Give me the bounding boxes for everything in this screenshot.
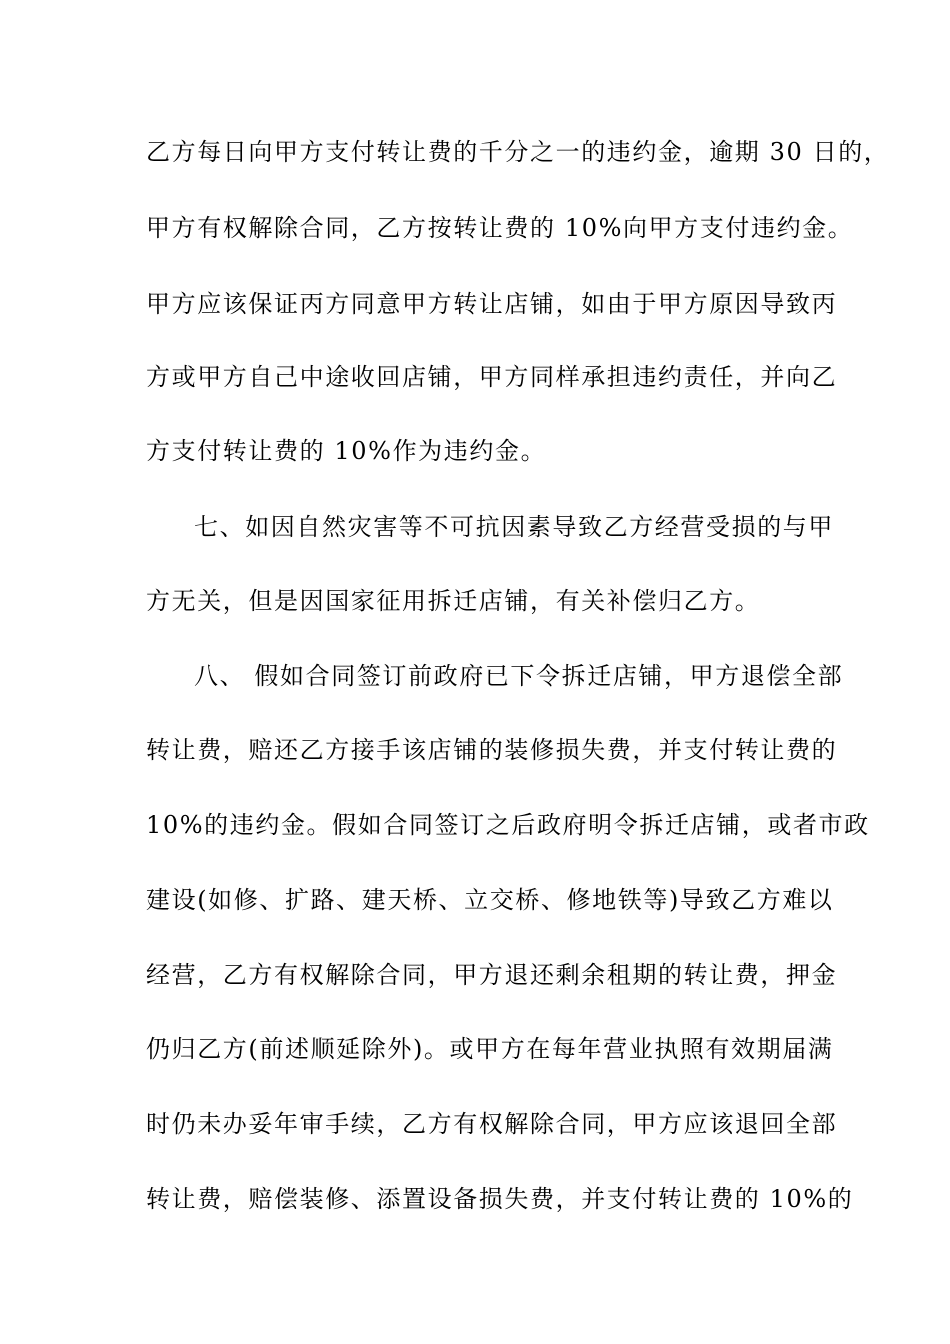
text-line-3: 甲方应该保证丙方同意甲方转让店铺，如由于甲方原因导致丙 — [146, 290, 838, 318]
text-line-12: 经营，乙方有权解除合同，甲方退还剩余租期的转让费，押金 — [146, 961, 838, 989]
text-line-14: 时仍未办妥年审手续，乙方有权解除合同，甲方应该退回全部 — [146, 1110, 838, 1138]
text-line-6: 七、如因自然灾害等不可抗因素导致乙方经营受损的与甲 — [194, 513, 834, 541]
text-line-8: 八、 假如合同签订前政府已下令拆迁店铺，甲方退偿全部 — [194, 662, 844, 690]
text-line-9: 转让费，赔还乙方接手该店铺的装修损失费，并支付转让费的 — [146, 736, 838, 764]
text-line-4: 方或甲方自己中途收回店铺，甲方同样承担违约责任，并向乙 — [146, 363, 838, 391]
text-line-10: 10%的违约金。假如合同签订之后政府明令拆迁店铺，或者市政 — [146, 811, 870, 839]
text-line-7: 方无关，但是因国家征用拆迁店铺，有关补偿归乙方。 — [146, 587, 761, 615]
text-line-5: 方支付转让费的 10%作为违约金。 — [146, 437, 547, 465]
text-line-13: 仍归乙方(前述顺延除外)。或甲方在每年营业执照有效期届满 — [146, 1035, 834, 1063]
text-line-15: 转让费，赔偿装修、添置设备损失费，并支付转让费的 10%的 — [146, 1185, 854, 1213]
text-line-2: 甲方有权解除合同，乙方按转让费的 10%向甲方支付违约金。 — [146, 214, 854, 242]
text-line-1: 乙方每日向甲方支付转让费的千分之一的违约金，逾期 30 日的， — [146, 138, 890, 166]
text-line-11: 建设(如修、扩路、建天桥、立交桥、修地铁等)导致乙方难以 — [146, 886, 834, 914]
